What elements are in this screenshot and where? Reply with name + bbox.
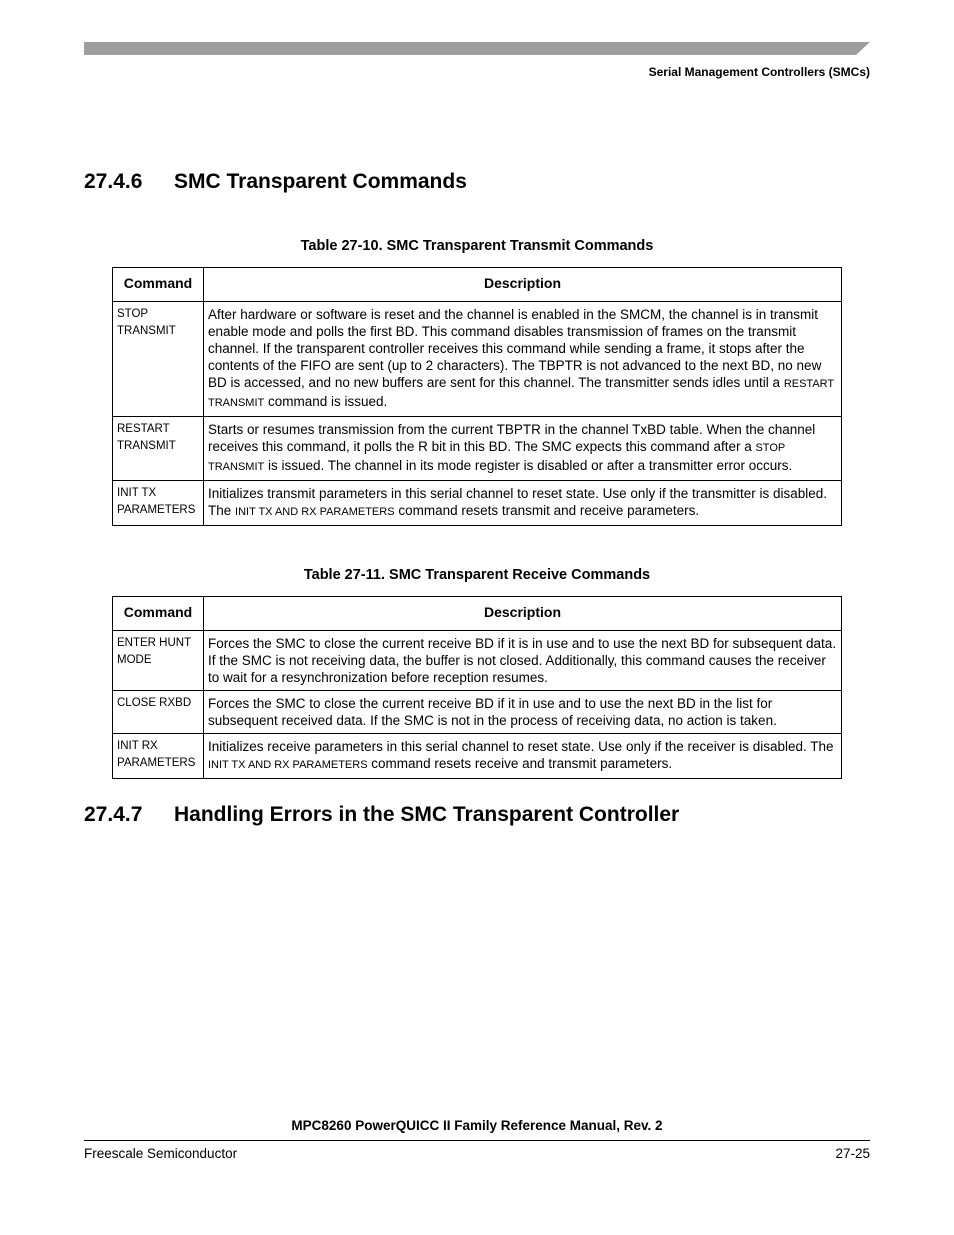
command-cell (113, 481, 204, 526)
command-name-line: RESTART (117, 423, 170, 435)
description-text: is issued. The channel in its mode register is disabled or after a transmitter error occurs. (264, 458, 793, 473)
section-title: SMC Transparent Commands (174, 170, 467, 193)
command-name-line: STOP (117, 308, 149, 320)
description-cell (204, 417, 842, 481)
table-header-row (113, 268, 842, 302)
description-text: After hardware or software is reset and the channel is enabled in the SMCM, the channel is in transmit enable mode and polls the first BD. This command disables transmission of frames on the transmit channel. If the transparent controller receives this command while sending a frame, it stops after the contents of the FIFO are sent (up to 2 characters). The TBPTR is not advanced to the next BD, no new BD is accessed, and no new buffers are sent for this channel. The transmitter sends idles until a (208, 307, 822, 390)
command-name-line: ENTER HUNT (117, 637, 192, 649)
command-cell (113, 734, 204, 779)
section-heading-27-4-7 (84, 803, 679, 827)
receive-commands-table (112, 596, 842, 779)
command-name-line: CLOSE RXBD (117, 697, 192, 709)
command-reference: INIT TX AND RX PARAMETERS (235, 506, 395, 518)
description-text: command resets transmit and receive parameters. (394, 503, 700, 518)
section-title: Handling Errors in the SMC Transparent Controller (174, 803, 680, 826)
description-text: command is issued. (264, 394, 388, 409)
table-row (113, 691, 842, 734)
description-text: command resets receive and transmit parameters. (367, 756, 673, 771)
description-text: Starts or resumes transmission from the current TBPTR in the channel TxBD table. When the channel receives this command, it polls the R bit in this BD. The SMC expects this command after a (208, 422, 816, 454)
command-cell (113, 302, 204, 417)
section-number: 27.4.7 (84, 803, 143, 826)
command-name-line: INIT TX (117, 487, 157, 499)
command-reference: INIT TX AND RX PARAMETERS (208, 759, 368, 771)
table-row (113, 734, 842, 779)
command-reference: RESTART TRANSMIT (208, 378, 834, 409)
footer-manual-title: MPC8260 PowerQUICC II Family Reference Manual, Rev. 2 (291, 1118, 663, 1133)
command-name-line: MODE (117, 654, 152, 666)
description-cell (204, 481, 842, 526)
table-caption-27-11: Table 27-11. SMC Transparent Receive Commands (303, 567, 651, 583)
command-name-line: TRANSMIT (117, 325, 176, 337)
command-cell (113, 631, 204, 691)
footer-page-number: 27-25 (835, 1146, 870, 1161)
command-cell (113, 417, 204, 481)
header-bar (84, 42, 870, 55)
running-header: Serial Management Controllers (SMCs) (648, 65, 870, 79)
footer-divider (84, 1140, 870, 1141)
section-heading-27-4-6 (84, 170, 467, 194)
description-cell (204, 631, 842, 691)
column-header-command: Command (113, 268, 204, 302)
description-cell (204, 734, 842, 779)
table-row (113, 631, 842, 691)
command-cell (113, 691, 204, 734)
table-row (113, 481, 842, 526)
column-header-description: Description (204, 597, 842, 631)
description-text: Forces the SMC to close the current receive BD if it is in use and to use the next BD for subsequent data. If the SMC is not receiving data, the buffer is not closed. Additionally, this command causes the receiver to wait for a resynchronization before reception resumes. (208, 636, 837, 685)
table-caption-27-10: Table 27-10. SMC Transparent Transmit Commands (300, 238, 654, 254)
column-header-description: Description (204, 268, 842, 302)
command-name-line: PARAMETERS (117, 504, 196, 516)
description-cell (204, 302, 842, 417)
description-cell (204, 691, 842, 734)
column-header-command: Command (113, 597, 204, 631)
command-name-line: PARAMETERS (117, 757, 196, 769)
transmit-commands-table (112, 267, 842, 526)
description-text: Initializes receive parameters in this serial channel to reset state. Use only if the receiver is disabled. The (208, 739, 834, 754)
table-header-row (113, 597, 842, 631)
command-name-line: INIT RX (117, 740, 158, 752)
description-text: Forces the SMC to close the current receive BD if it in use and to use the next BD in the list for subsequent received data. If the SMC is not in the process of receiving data, no action is taken. (208, 696, 777, 728)
table-row (113, 417, 842, 481)
footer-publisher: Freescale Semiconductor (84, 1146, 238, 1161)
command-reference: STOP TRANSMIT (208, 442, 786, 473)
section-number: 27.4.6 (84, 170, 143, 193)
description-text: Initializes transmit parameters in this serial channel to reset state. Use only if the transmitter is disabled. The (208, 486, 828, 518)
command-name-line: TRANSMIT (117, 440, 176, 452)
table-row (113, 302, 842, 417)
